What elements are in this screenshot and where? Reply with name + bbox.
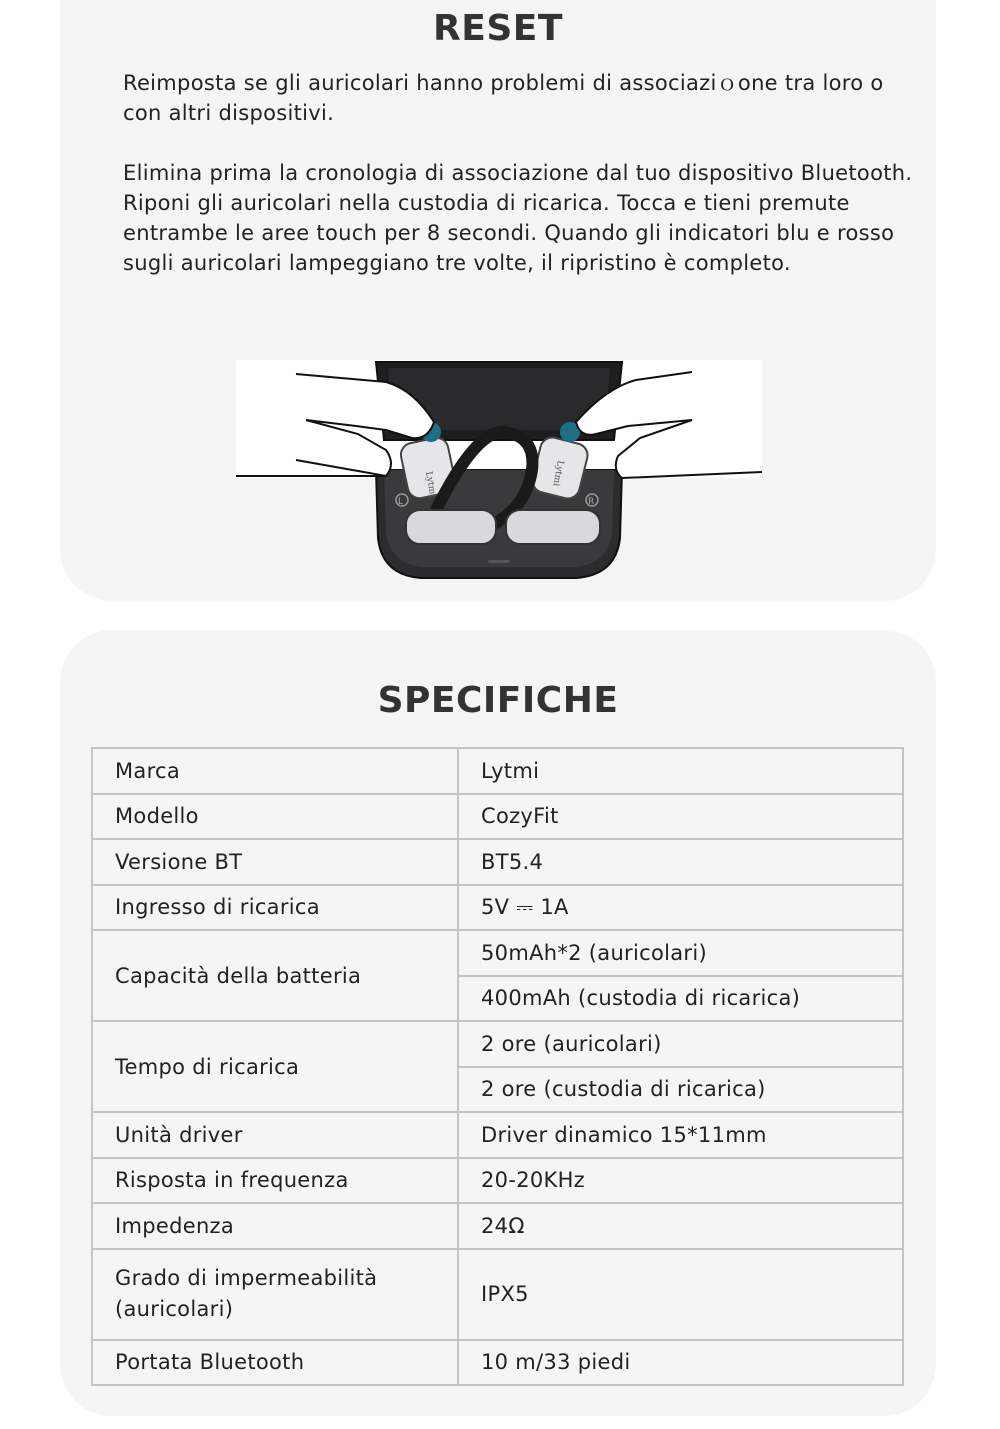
spec-label-range: Portata Bluetooth — [92, 1340, 458, 1386]
spec-value-waterproof: IPX5 — [458, 1249, 903, 1340]
reset-illustration — [236, 360, 762, 580]
specs-table — [91, 747, 904, 1386]
spec-value-brand: Lytmi — [458, 748, 903, 794]
spec-label-charging-input: Ingresso di ricarica — [92, 885, 458, 931]
table-row — [92, 839, 903, 885]
table-row — [92, 1249, 903, 1340]
spec-label-waterproof-line2: (auricolari) — [115, 1297, 234, 1321]
spec-label-brand: Marca — [92, 748, 458, 794]
left-marker: L — [398, 497, 404, 507]
spec-label-bt-version: Versione BT — [92, 839, 458, 885]
spec-value-model: CozyFit — [458, 794, 903, 840]
spec-value-impedance: 24Ω — [458, 1203, 903, 1249]
right-marker: R — [588, 497, 595, 507]
specs-section — [60, 630, 936, 1416]
earbud-brand-mark-right: Lytmi — [550, 459, 565, 487]
spec-value-bt-version: BT5.4 — [458, 839, 903, 885]
spec-value-charging-time-case: 2 ore (custodia di ricarica) — [458, 1067, 903, 1113]
spec-label-impedance: Impedenza — [92, 1203, 458, 1249]
reset-intro-text: Reimposta se gli auricolari hanno problemi di associaziｏone tra loro o con altri dispositivi. — [123, 71, 884, 125]
spec-value-battery-earbuds: 50mAh*2 (auricolari) — [458, 930, 903, 976]
spec-label-waterproof — [92, 1249, 458, 1340]
spec-label-waterproof-line1: Grado di impermeabilità — [115, 1266, 378, 1290]
reset-title: RESET — [433, 8, 563, 49]
spec-label-charging-time: Tempo di ricarica — [92, 1021, 458, 1112]
spec-value-charging-input: 5V ⎓ 1A — [458, 885, 903, 931]
spec-value-driver: Driver dinamico 15*11mm — [458, 1112, 903, 1158]
spec-value-frequency: 20-20KHz — [458, 1158, 903, 1204]
specs-title: SPECIFICHE — [377, 680, 619, 721]
table-row — [92, 1340, 903, 1386]
table-row — [92, 1021, 903, 1067]
spec-value-charging-time-earbuds: 2 ore (auricolari) — [458, 1021, 903, 1067]
right-earbud-bottom — [506, 510, 600, 544]
spec-value-battery-case: 400mAh (custodia di ricarica) — [458, 976, 903, 1022]
spec-label-battery: Capacità della batteria — [92, 930, 458, 1021]
spec-label-model: Modello — [92, 794, 458, 840]
reset-steps-text: Elimina prima la cronologia di associazione dal tuo dispositivo Bluetooth. Riponi gli auricolari nella custodia di ricarica. Tocca e tieni premute entrambe le aree touch per 8 secondi. Quando gli indicatori blu e rosso sugli auricolari lampeggiano tre volte, il ripristino è completo. — [123, 161, 913, 275]
table-row — [92, 1203, 903, 1249]
table-row — [92, 930, 903, 976]
table-row — [92, 1112, 903, 1158]
case-led-icon — [488, 560, 510, 563]
table-row — [92, 748, 903, 794]
table-row — [92, 794, 903, 840]
left-earbud-bottom — [406, 510, 496, 544]
spec-label-frequency: Risposta in frequenza — [92, 1158, 458, 1204]
spec-label-driver: Unità driver — [92, 1112, 458, 1158]
table-row — [92, 1158, 903, 1204]
reset-section — [60, 0, 936, 601]
earbud-brand-mark: Lytmi — [423, 470, 438, 499]
table-row — [92, 885, 903, 931]
spec-value-range: 10 m/33 piedi — [458, 1340, 903, 1386]
